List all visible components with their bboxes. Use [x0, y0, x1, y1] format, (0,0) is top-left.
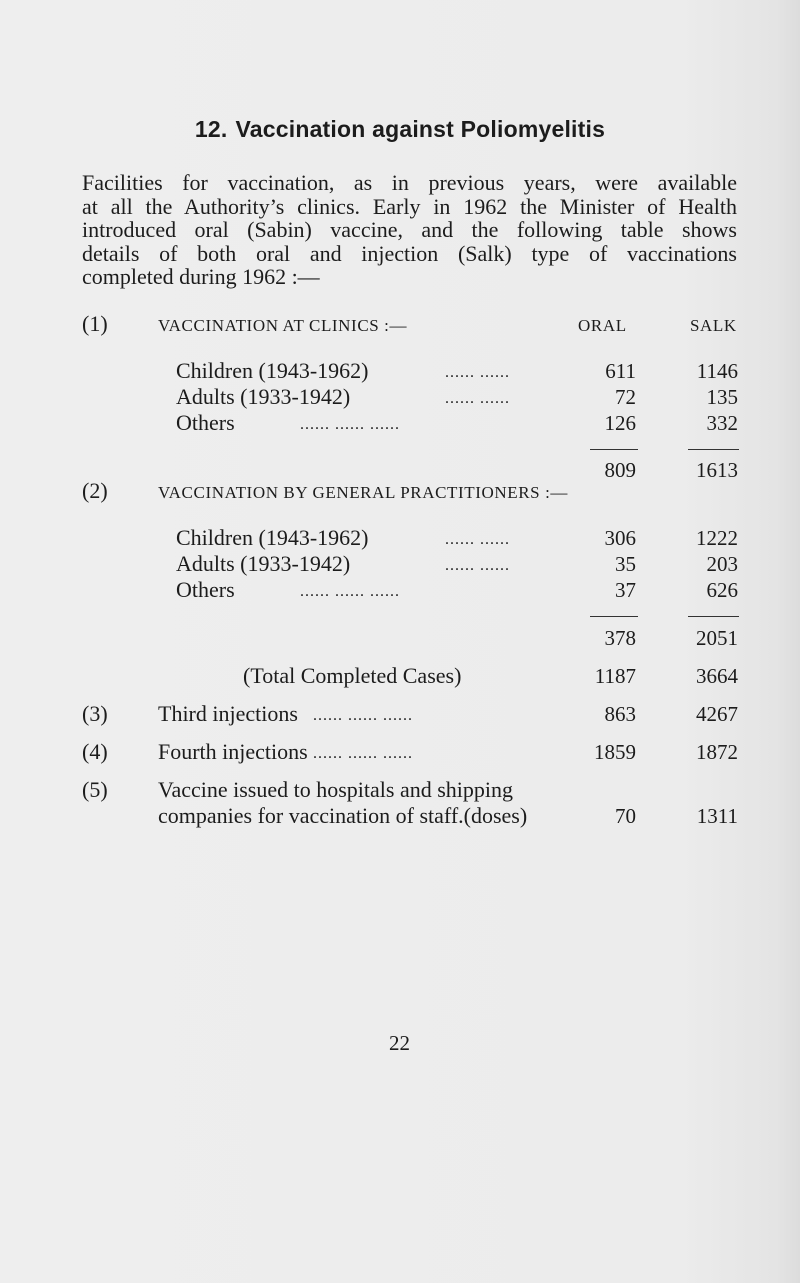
- intro-paragraph: [82, 171, 737, 289]
- subtotal-rule: [590, 616, 638, 617]
- page-number: 22: [389, 1031, 410, 1055]
- oral-value: 72: [615, 385, 636, 409]
- oral-value: 35: [615, 552, 636, 576]
- salk-subtotal: 1613: [696, 458, 738, 482]
- oral-subtotal: 809: [604, 458, 636, 482]
- vaccine-issued-line-2: companies for vaccination of staff.(doses): [158, 803, 528, 828]
- salk-subtotal: 2051: [696, 626, 738, 650]
- intro-line: details of both oral and injection (Salk) type of vaccinations: [82, 240, 737, 266]
- section-heading: [0, 116, 800, 143]
- salk-value: 135: [706, 385, 738, 409]
- salk-column-header: SALK: [690, 316, 737, 335]
- row-label: Children (1943-1962): [176, 525, 369, 550]
- section-2-title: VACCINATION BY GENERAL PRACTITIONERS :—: [158, 483, 569, 502]
- salk-value: 1146: [696, 359, 738, 383]
- leader-dots: ...... ...... ......: [300, 583, 400, 600]
- salk-value: 1872: [696, 740, 738, 764]
- salk-total: 3664: [696, 664, 738, 688]
- vaccine-issued-line-1: Vaccine issued to hospitals and shipping: [158, 777, 514, 802]
- oral-value: 863: [604, 702, 636, 726]
- oral-value: 126: [604, 411, 636, 435]
- intro-line: introduced oral (Sabin) vaccine, and the following table shows: [82, 217, 737, 242]
- row-label: Others: [176, 577, 235, 602]
- leader-dots: ...... ......: [445, 390, 510, 407]
- subtotal-rule: [688, 449, 739, 450]
- oral-column-header: ORAL: [578, 316, 627, 335]
- intro-line: at all the Authority’s clinics. Early in 1962 the Minister of Health: [82, 193, 737, 219]
- leader-dots: ...... ...... ......: [300, 416, 400, 433]
- row-label: Adults (1933-1942): [176, 551, 351, 576]
- salk-value: 626: [706, 578, 738, 602]
- heading-title: Vaccination against Poliomyelitis: [235, 116, 606, 142]
- oral-value: 70: [615, 804, 636, 828]
- row-label: Adults (1933-1942): [176, 384, 351, 409]
- row-label: Third injections: [158, 701, 298, 726]
- oral-value: 1859: [594, 740, 636, 764]
- section-1-title: VACCINATION AT CLINICS :—: [158, 316, 408, 335]
- oral-value: 306: [604, 526, 636, 550]
- leader-dots: ...... ...... ......: [313, 707, 413, 724]
- salk-value: 203: [706, 552, 738, 576]
- salk-value: 4267: [696, 702, 738, 726]
- leader-dots: ...... ...... ......: [313, 745, 413, 762]
- row-number: (4): [82, 739, 108, 764]
- salk-value: 1222: [696, 526, 738, 550]
- oral-value: 37: [615, 578, 636, 602]
- salk-value: 1311: [696, 804, 738, 828]
- total-completed-label: (Total Completed Cases): [243, 663, 462, 688]
- row-label: Fourth injections: [158, 739, 308, 764]
- intro-line: completed during 1962 :—: [82, 264, 320, 289]
- row-label: Others: [176, 410, 235, 435]
- subtotal-rule: [688, 616, 739, 617]
- intro-line: Facilities for vaccination, as in previous years, were available: [82, 170, 737, 195]
- leader-dots: ...... ......: [445, 364, 510, 381]
- row-label: Children (1943-1962): [176, 358, 369, 383]
- row-number: (3): [82, 701, 108, 726]
- section-1-number: (1): [82, 311, 108, 336]
- row-number: (5): [82, 777, 108, 802]
- leader-dots: ...... ......: [445, 557, 510, 574]
- salk-value: 332: [706, 411, 738, 435]
- oral-total: 1187: [594, 664, 636, 688]
- section-2-number: (2): [82, 478, 108, 503]
- subtotal-rule: [590, 449, 638, 450]
- heading-number: 12.: [194, 116, 228, 142]
- oral-subtotal: 378: [604, 626, 636, 650]
- oral-value: 611: [605, 359, 636, 383]
- leader-dots: ...... ......: [445, 531, 510, 548]
